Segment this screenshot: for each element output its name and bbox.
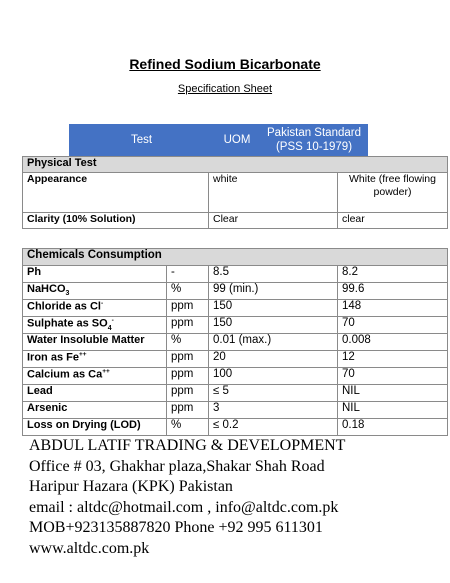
test-name: Ph — [23, 266, 167, 283]
standard-value: ≤ 5 — [209, 385, 338, 402]
test-name: Water Insoluble Matter — [23, 334, 167, 351]
company-address-line2: Haripur Hazara (KPK) Pakistan — [29, 478, 233, 496]
test-name: Loss on Drying (LOD) — [23, 419, 167, 436]
company-email: email : altdc@hotmail.com , info@altdc.com.pk — [29, 498, 339, 516]
result-value: 70 — [338, 368, 448, 385]
spec-table-header — [69, 124, 368, 156]
company-website: www.altdc.com.pk — [29, 539, 150, 557]
test-name: Calcium as Ca++ — [23, 368, 167, 385]
test-name: Lead — [23, 385, 167, 402]
standard-value: ≤ 0.2 — [209, 419, 338, 436]
result-value: clear — [338, 213, 448, 229]
uom: % — [167, 334, 209, 351]
physical-section-title: Physical Test — [23, 157, 448, 173]
header-standard: Pakistan Standard (PSS 10-1979) — [267, 127, 361, 153]
result-value: 8.2 — [338, 266, 448, 283]
table-row — [23, 317, 448, 334]
test-name: Chloride as Cl- — [23, 300, 167, 317]
standard-value: 150 — [209, 300, 338, 317]
uom: ppm — [167, 300, 209, 317]
test-name: NaHCO$_3$ — [23, 283, 167, 300]
table-row — [23, 334, 448, 351]
physical-test-table — [22, 156, 448, 229]
result-value: 99.6 — [338, 283, 448, 300]
standard-value: 3 — [209, 402, 338, 419]
table-row — [23, 266, 448, 283]
uom: % — [167, 419, 209, 436]
chemical-section-title: Chemicals Consumption — [23, 249, 448, 266]
company-contact-block — [29, 436, 345, 560]
table-row — [23, 368, 448, 385]
result-value: NIL — [338, 402, 448, 419]
test-name: Sulphate as $SO_4^-$ — [23, 317, 167, 334]
result-value: NIL — [338, 385, 448, 402]
table-row — [23, 419, 448, 436]
result-value: 0.18 — [338, 419, 448, 436]
test-name: Arsenic — [23, 402, 167, 419]
test-name: Appearance — [23, 173, 209, 213]
standard-value: 100 — [209, 368, 338, 385]
result-value: 12 — [338, 351, 448, 368]
table-row — [23, 173, 448, 213]
test-name: Clarity (10% Solution) — [23, 213, 209, 229]
document-subtitle: Specification Sheet — [177, 83, 273, 95]
standard-value: 0.01 (max.) — [209, 334, 338, 351]
table-row — [23, 213, 448, 229]
result-value: 70 — [338, 317, 448, 334]
header-test: Test — [130, 134, 153, 146]
table-row — [23, 283, 448, 300]
header-uom: UOM — [223, 134, 251, 146]
test-name: Iron as Fe++ — [23, 351, 167, 368]
standard-value: 8.5 — [209, 266, 338, 283]
result-value: White (free flowing powder) — [338, 173, 448, 213]
uom: - — [167, 266, 209, 283]
company-phone: MOB+923135887820 Phone +92 995 611301 — [29, 519, 323, 537]
table-row — [23, 300, 448, 317]
table-row — [23, 402, 448, 419]
uom: ppm — [167, 317, 209, 334]
company-address-line1: Office # 03, Ghakhar plaza,Shakar Shah Road — [29, 457, 325, 475]
standard-value: 150 — [209, 317, 338, 334]
result-value: 148 — [338, 300, 448, 317]
result-value: 0.008 — [338, 334, 448, 351]
document-title: Refined Sodium Bicarbonate — [129, 56, 321, 72]
standard-value: white — [209, 173, 338, 213]
uom: ppm — [167, 351, 209, 368]
standard-value: 99 (min.) — [209, 283, 338, 300]
standard-value: Clear — [209, 213, 338, 229]
uom: ppm — [167, 368, 209, 385]
table-row — [23, 385, 448, 402]
table-row — [23, 351, 448, 368]
standard-value: 20 — [209, 351, 338, 368]
company-name: ABDUL LATIF TRADING & DEVELOPMENT — [29, 437, 346, 454]
chemical-test-table — [22, 248, 448, 436]
uom: % — [167, 283, 209, 300]
uom: ppm — [167, 402, 209, 419]
uom: ppm — [167, 385, 209, 402]
